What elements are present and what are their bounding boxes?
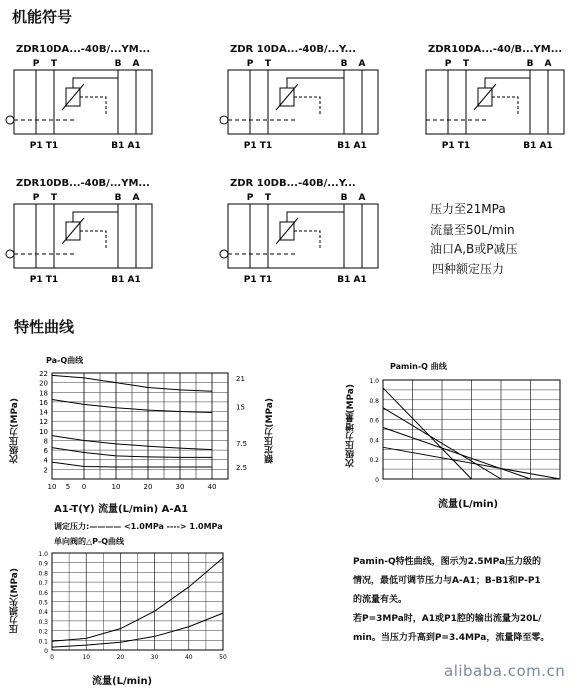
description-line: min。当压力升高到P=3.4MPa，流量降至零。 bbox=[353, 633, 550, 643]
port-label-bottom: P1 T1 bbox=[29, 141, 59, 151]
description-line: Pamin-Q特性曲线，图示为2.5MPa压力级的 bbox=[353, 557, 542, 567]
port-label-top: T bbox=[50, 59, 58, 69]
watermark: alibaba.com.cn bbox=[444, 662, 566, 680]
port-label-top: P bbox=[32, 59, 40, 69]
port-label-bottom: B1 A1 bbox=[111, 141, 141, 151]
port-label-top: B bbox=[114, 193, 122, 203]
pa-q-right-tick: 15 bbox=[236, 403, 245, 412]
pa-q-legend: 调定压力:———— <1.0MPa ----> 1.0MPa bbox=[54, 522, 223, 531]
pa-q-ytick: 22 bbox=[39, 370, 48, 378]
pa-q-xtick: 10 bbox=[47, 483, 57, 491]
pa-q-xtick: 30 bbox=[175, 483, 185, 491]
spec-pressure: 压力至21MPa bbox=[430, 202, 506, 216]
symbol-model-label: ZDR 10DB...-40B/...Y... bbox=[230, 178, 356, 189]
pamin-q-title: Pamin-Q 曲线 bbox=[390, 362, 447, 371]
check-ytick: 0.9 bbox=[38, 560, 48, 568]
port-label-bottom: B1 A1 bbox=[337, 141, 367, 151]
symbol-model-label: ZDR 10DA...-40B/...Y... bbox=[230, 44, 356, 55]
pa-q-ytick: 20 bbox=[39, 379, 48, 388]
check-xtick: 10 bbox=[82, 654, 91, 661]
port-label-top: B bbox=[340, 59, 348, 69]
check-xtick: 50 bbox=[219, 654, 227, 661]
check-ytick: 0.2 bbox=[38, 628, 48, 636]
pamin-q-ytick: 0 bbox=[375, 477, 379, 484]
check-xtick: 40 bbox=[184, 654, 193, 661]
check-xtick: 30 bbox=[150, 654, 159, 661]
pa-q-ytick: 6 bbox=[43, 447, 48, 456]
port-label-top: T bbox=[50, 193, 58, 203]
check-ytick: 0.5 bbox=[38, 599, 48, 607]
pa-q-ylabel: 次级压力(MPa) bbox=[10, 398, 20, 464]
pa-q-ytick: 14 bbox=[39, 408, 48, 417]
pa-q-ytick: 8 bbox=[43, 437, 48, 446]
description-line: 的流量有关。 bbox=[353, 595, 408, 605]
pa-q-title: Pa-Q曲线 bbox=[46, 356, 84, 365]
pa-q-right-tick: 2.5 bbox=[236, 463, 248, 472]
port-label-bottom: P1 T1 bbox=[243, 275, 273, 285]
symbols-section-title: 机能符号 bbox=[12, 8, 73, 26]
pa-q-xlabel: A1-T(Y) 流量(L/min) A-A1 bbox=[54, 504, 189, 515]
description-line: 若P=3MPa时，A1或P1腔的输出流量为20L/ bbox=[353, 614, 542, 624]
pa-q-ytick: 10 bbox=[39, 427, 48, 436]
curves-section-title: 特性曲线 bbox=[14, 318, 75, 336]
symbol-model-label: ZDR10DA...-40/B...YM... bbox=[428, 44, 563, 55]
port-label-top: T bbox=[264, 59, 272, 69]
spec-rated: 四种额定压力 bbox=[432, 262, 505, 276]
port-label-top: P bbox=[246, 193, 254, 203]
check-xtick: 0 bbox=[50, 654, 54, 661]
pa-q-right-tick: 21 bbox=[236, 374, 245, 383]
port-label-top: B bbox=[114, 59, 122, 69]
port-label-top: A bbox=[132, 193, 140, 203]
pa-q-ytick: 2 bbox=[43, 466, 48, 475]
port-label-bottom: B1 A1 bbox=[337, 275, 367, 285]
pa-q-xtick: 40 bbox=[207, 483, 217, 491]
pa-q-xtick: 0 bbox=[81, 483, 87, 491]
pa-q-ytick: 12 bbox=[39, 418, 48, 427]
description-paragraph bbox=[353, 553, 549, 648]
pamin-q-ytick: 0.2 bbox=[369, 457, 379, 465]
pa-q-right-tick: 7.5 bbox=[236, 439, 248, 448]
port-label-top: P bbox=[246, 59, 254, 69]
check-ylabel: 压力损失(MPa) bbox=[10, 568, 20, 634]
port-label-top: P bbox=[32, 193, 40, 203]
pa-q-xtick: 20 bbox=[143, 483, 153, 491]
check-xlabel: 流量(L/min) bbox=[92, 676, 153, 687]
port-label-bottom: P1 T1 bbox=[29, 275, 59, 285]
check-ytick: 0.4 bbox=[38, 609, 48, 617]
pa-q-ytick: 16 bbox=[39, 398, 48, 407]
port-label-bottom: B1 A1 bbox=[111, 275, 141, 285]
pa-q-y2label: 额定压力(MPa) bbox=[265, 398, 275, 464]
pamin-q-ytick: 1.0 bbox=[369, 378, 379, 385]
port-label-top: A bbox=[358, 59, 366, 69]
port-label-top: B bbox=[526, 59, 534, 69]
check-ytick: 0.1 bbox=[38, 638, 48, 646]
port-label-bottom: P1 T1 bbox=[243, 141, 273, 151]
port-label-top: P bbox=[444, 59, 452, 69]
port-label-bottom: B1 A1 bbox=[523, 141, 553, 151]
port-label-top: A bbox=[544, 59, 552, 69]
description-line: 情况，最低可调节压力与A-A1；B-B1和P-P1 bbox=[353, 576, 541, 586]
port-label-top: B bbox=[340, 193, 348, 203]
check-xtick: 20 bbox=[116, 654, 125, 661]
port-label-top: T bbox=[462, 59, 470, 69]
spec-ports: 油口A,B或P减压 bbox=[430, 242, 518, 256]
check-title: 单向阀的△P-Q曲线 bbox=[54, 537, 124, 546]
pamin-q-ytick: 0.4 bbox=[369, 437, 379, 445]
pa-q-ytick: 18 bbox=[39, 389, 48, 398]
port-label-top: A bbox=[358, 193, 366, 203]
pamin-q-ytick: 0.8 bbox=[369, 397, 379, 405]
pa-q-xtick: 5 bbox=[65, 483, 71, 491]
check-ytick: 1.0 bbox=[38, 551, 48, 558]
spec-flow: 流量至50L/min bbox=[430, 223, 515, 237]
check-ytick: 0.7 bbox=[38, 580, 48, 588]
symbol-model-label: ZDR10DA...-40B/...YM... bbox=[16, 44, 151, 55]
symbol-model-label: ZDR10DB...-40B/...YM... bbox=[16, 178, 150, 189]
check-ytick: 0 bbox=[44, 648, 48, 655]
pa-q-xtick: 10 bbox=[111, 483, 121, 491]
check-ytick: 0.8 bbox=[38, 570, 48, 578]
pamin-q-ytick: 0.6 bbox=[369, 417, 379, 425]
port-label-bottom: P1 T1 bbox=[441, 141, 471, 151]
pamin-q-ylabel: 次级压力增量(MPa) bbox=[346, 384, 356, 468]
pa-q-ytick: 4 bbox=[43, 456, 48, 465]
pamin-q-xlabel: 流量(L/min) bbox=[438, 499, 499, 510]
port-label-top: T bbox=[264, 193, 272, 203]
port-label-top: A bbox=[132, 59, 140, 69]
check-ytick: 0.3 bbox=[38, 618, 48, 626]
check-ytick: 0.6 bbox=[38, 589, 48, 597]
